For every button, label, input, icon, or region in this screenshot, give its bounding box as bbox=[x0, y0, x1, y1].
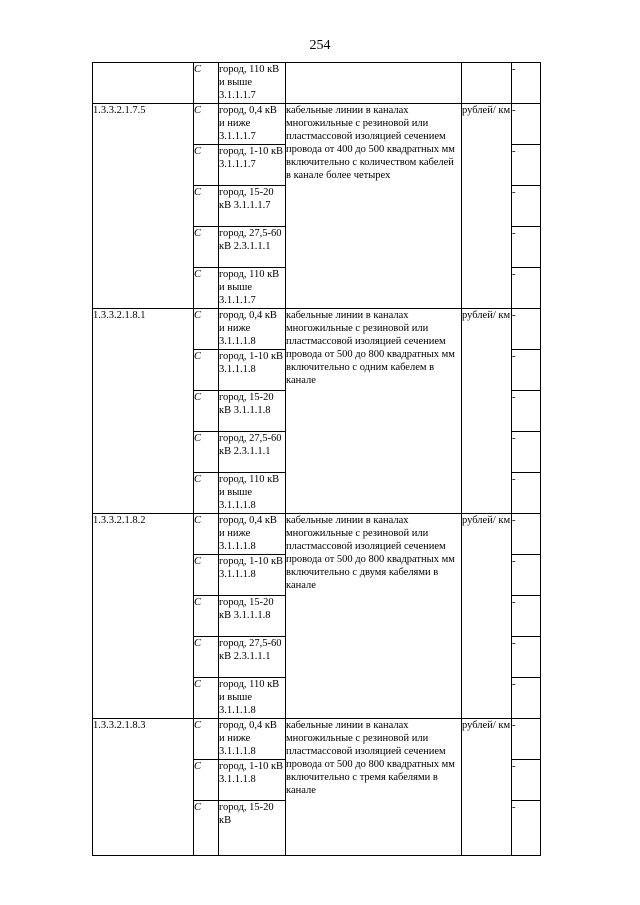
row-category: С bbox=[194, 145, 219, 186]
row-description bbox=[286, 63, 462, 104]
row-territory: город, 1-10 кВ 3.1.1.1.8 bbox=[219, 350, 286, 391]
row-value: - bbox=[512, 596, 541, 637]
row-territory: город, 0,4 кВ и ниже 3.1.1.1.8 bbox=[219, 514, 286, 555]
row-description: кабельные линии в каналах многожильные с резиновой или пластмассовой изоляцией сечением провода от 500 до 800 квадратных мм включительно с двумя кабелями в канале bbox=[286, 514, 462, 719]
row-value: - bbox=[512, 63, 541, 104]
row-category: С bbox=[194, 637, 219, 678]
row-code: 1.3.3.2.1.8.2 bbox=[93, 514, 194, 719]
row-territory: город, 0,4 кВ и ниже 3.1.1.1.8 bbox=[219, 309, 286, 350]
row-category: С bbox=[194, 801, 219, 856]
table-row bbox=[93, 514, 541, 555]
row-value: - bbox=[512, 309, 541, 350]
row-value: - bbox=[512, 678, 541, 719]
row-territory: город, 27,5-60 кВ 2.3.1.1.1 bbox=[219, 432, 286, 473]
row-category: С bbox=[194, 678, 219, 719]
row-unit: рублей/ км bbox=[462, 514, 512, 719]
table-row bbox=[93, 309, 541, 350]
row-category: С bbox=[194, 350, 219, 391]
row-value: - bbox=[512, 801, 541, 856]
row-value: - bbox=[512, 637, 541, 678]
row-territory: город, 15-20 кВ 3.1.1.1.7 bbox=[219, 186, 286, 227]
row-value: - bbox=[512, 514, 541, 555]
row-category: С bbox=[194, 760, 219, 801]
row-category: С bbox=[194, 596, 219, 637]
row-unit bbox=[462, 63, 512, 104]
row-value: - bbox=[512, 104, 541, 145]
table-row bbox=[93, 719, 541, 760]
row-category: С bbox=[194, 227, 219, 268]
row-description: кабельные линии в каналах многожильные с резиновой или пластмассовой изоляцией сечением провода от 400 до 500 квадратных мм включительно с количеством кабелей в канале более четырех bbox=[286, 104, 462, 309]
row-unit: рублей/ км bbox=[462, 719, 512, 856]
row-value: - bbox=[512, 350, 541, 391]
row-category: С bbox=[194, 186, 219, 227]
row-code: 1.3.3.2.1.7.5 bbox=[93, 104, 194, 309]
row-territory: город, 27,5-60 кВ 2.3.1.1.1 bbox=[219, 637, 286, 678]
row-code bbox=[93, 63, 194, 104]
row-value: - bbox=[512, 186, 541, 227]
row-description: кабельные линии в каналах многожильные с резиновой или пластмассовой изоляцией сечением провода от 500 до 800 квадратных мм включительно с одним кабелем в канале bbox=[286, 309, 462, 514]
row-unit: рублей/ км bbox=[462, 309, 512, 514]
row-territory: город, 27,5-60 кВ 2.3.1.1.1 bbox=[219, 227, 286, 268]
row-value: - bbox=[512, 555, 541, 596]
row-category: С bbox=[194, 63, 219, 104]
row-value: - bbox=[512, 432, 541, 473]
row-territory: город, 15-20 кВ 3.1.1.1.8 bbox=[219, 596, 286, 637]
row-territory: город, 15-20 кВ 3.1.1.1.8 bbox=[219, 391, 286, 432]
row-value: - bbox=[512, 268, 541, 309]
row-territory: город, 0,4 кВ и ниже 3.1.1.1.8 bbox=[219, 719, 286, 760]
row-value: - bbox=[512, 719, 541, 760]
row-value: - bbox=[512, 145, 541, 186]
row-unit: рублей/ км bbox=[462, 104, 512, 309]
row-category: С bbox=[194, 555, 219, 596]
row-category: С bbox=[194, 514, 219, 555]
table-row bbox=[93, 104, 541, 145]
row-territory: город, 1-10 кВ 3.1.1.1.8 bbox=[219, 760, 286, 801]
row-territory: город, 1-10 кВ 3.1.1.1.7 bbox=[219, 145, 286, 186]
table-row bbox=[93, 63, 541, 104]
row-value: - bbox=[512, 473, 541, 514]
row-category: С bbox=[194, 719, 219, 760]
row-description: кабельные линии в каналах многожильные с резиновой или пластмассовой изоляцией сечением провода от 500 до 800 квадратных мм включительно с тремя кабелями в канале bbox=[286, 719, 462, 856]
page-number: 254 bbox=[309, 38, 331, 53]
row-code: 1.3.3.2.1.8.1 bbox=[93, 309, 194, 514]
row-value: - bbox=[512, 227, 541, 268]
row-category: С bbox=[194, 104, 219, 145]
row-territory: город, 110 кВ и выше 3.1.1.1.7 bbox=[219, 63, 286, 104]
row-category: С bbox=[194, 432, 219, 473]
row-category: С bbox=[194, 268, 219, 309]
row-territory: город, 110 кВ и выше 3.1.1.1.7 bbox=[219, 268, 286, 309]
row-territory: город, 110 кВ и выше 3.1.1.1.8 bbox=[219, 473, 286, 514]
row-category: С bbox=[194, 309, 219, 350]
row-value: - bbox=[512, 760, 541, 801]
row-territory: город, 110 кВ и выше 3.1.1.1.8 bbox=[219, 678, 286, 719]
row-category: С bbox=[194, 391, 219, 432]
row-code: 1.3.3.2.1.8.3 bbox=[93, 719, 194, 856]
row-territory: город, 1-10 кВ 3.1.1.1.8 bbox=[219, 555, 286, 596]
row-territory: город, 15-20 кВ bbox=[219, 801, 286, 856]
row-value: - bbox=[512, 391, 541, 432]
row-category: С bbox=[194, 473, 219, 514]
row-territory: город, 0,4 кВ и ниже 3.1.1.1.7 bbox=[219, 104, 286, 145]
tariff-table bbox=[92, 62, 541, 856]
